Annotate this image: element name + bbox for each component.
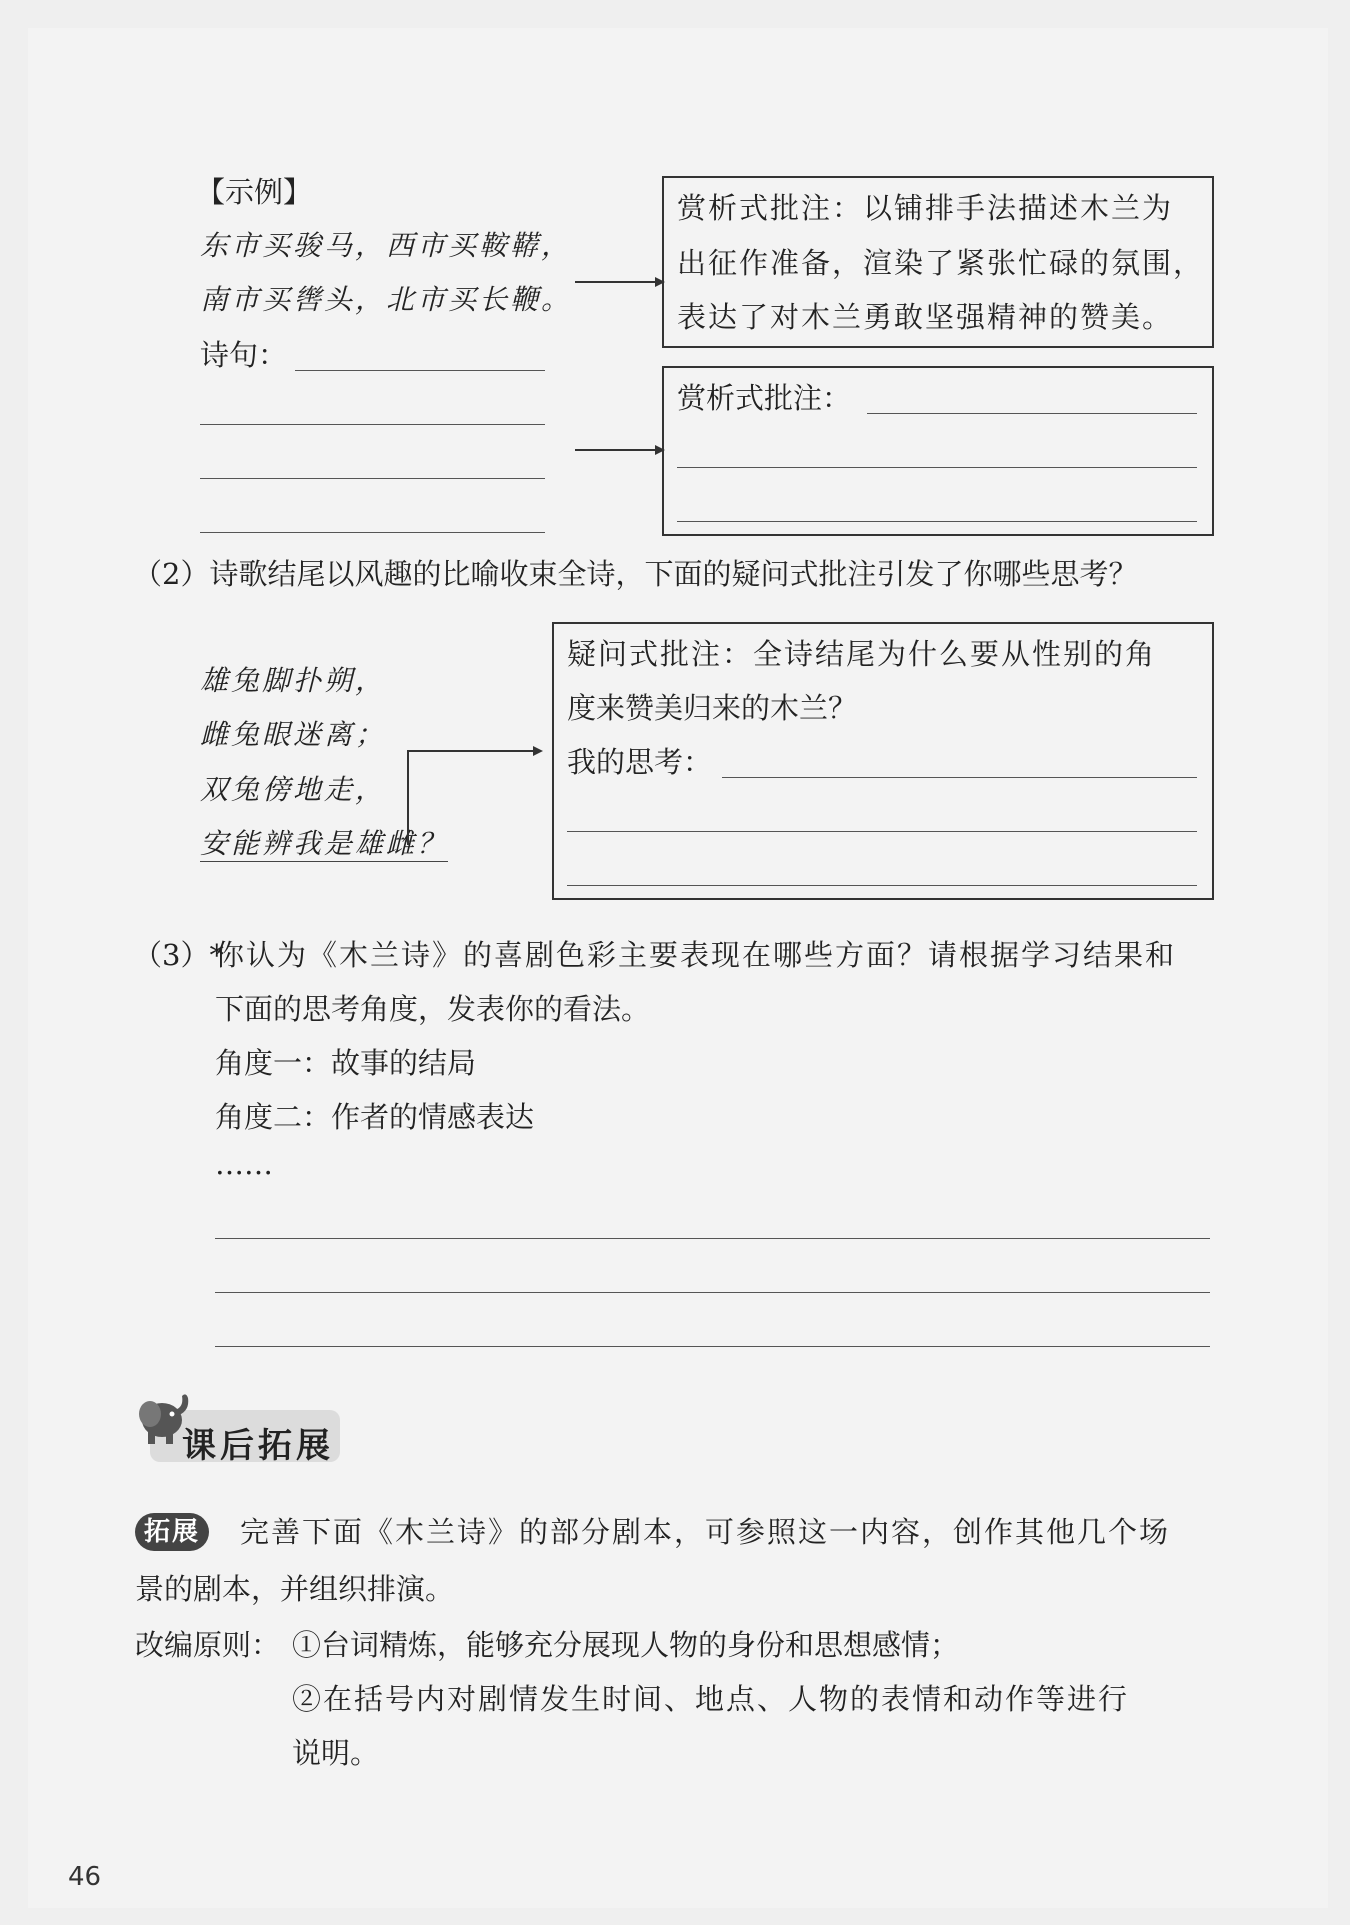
- question-3-number: （3）*: [133, 938, 224, 972]
- question-annotation-line-1: 疑问式批注：全诗结尾为什么要从性别的角: [567, 637, 1157, 671]
- thinking-answer-line[interactable]: [567, 885, 1197, 886]
- verse-answer-line[interactable]: [295, 370, 545, 371]
- my-thinking-label: 我的思考：: [567, 745, 713, 779]
- annotation-example-line-2: 出征作准备，渲染了紧张忙碌的氛围，: [677, 246, 1205, 280]
- verse-label: 诗句：: [200, 338, 288, 372]
- question-2-prompt: （2）诗歌结尾以风趣的比喻收束全诗，下面的疑问式批注引发了你哪些思考？: [133, 557, 1138, 591]
- question-annotation-line-2: 度来赞美归来的木兰？: [567, 691, 858, 725]
- question-3-line-1: 你认为《木兰诗》的喜剧色彩主要表现在哪些方面？请根据学习结果和: [215, 938, 1177, 972]
- principle-label: 改编原则：: [135, 1628, 281, 1662]
- angle-1: 角度一：故事的结局: [215, 1046, 477, 1080]
- task-line-2: 景的剧本，并组织排演。: [135, 1572, 455, 1606]
- arrow-right-icon: [575, 272, 665, 292]
- q3-answer-line[interactable]: [215, 1346, 1210, 1347]
- q2-poem-line-3: 双兔傍地走，: [200, 773, 387, 806]
- annotation-answer-label: 赏析式批注：: [677, 381, 852, 415]
- annotation-example-line-1: 赏析式批注：以铺排手法描述木兰为: [677, 191, 1174, 225]
- verse-answer-line[interactable]: [200, 478, 545, 479]
- question-3-line-2: 下面的思考角度，发表你的看法。: [215, 992, 651, 1026]
- q3-answer-line[interactable]: [215, 1238, 1210, 1239]
- angle-2: 角度二：作者的情感表达: [215, 1100, 535, 1134]
- annotation-answer-line[interactable]: [677, 521, 1197, 522]
- principle-2-line-1: ②在括号内对剧情发生时间、地点、人物的表情和动作等进行: [292, 1682, 1130, 1716]
- example-poem-line-1: 东市买骏马，西市买鞍鞯，: [200, 229, 573, 262]
- annotation-answer-line[interactable]: [867, 413, 1197, 414]
- task-line-1: 完善下面《木兰诗》的部分剧本，可参照这一内容，创作其他几个场: [240, 1515, 1171, 1549]
- q2-poem-line-4: 安能辨我是雄雌？: [200, 827, 449, 860]
- arrow-right-icon: [575, 440, 665, 460]
- annotation-answer-line[interactable]: [677, 467, 1197, 468]
- annotation-example-line-3: 表达了对木兰勇敢坚强精神的赞美。: [677, 300, 1174, 334]
- q2-poem-line-1: 雄兔脚扑朔，: [200, 664, 387, 697]
- page-number: 46: [68, 1862, 102, 1892]
- q3-answer-line[interactable]: [215, 1292, 1210, 1293]
- thinking-answer-line[interactable]: [567, 831, 1197, 832]
- example-label: 【示例】: [196, 175, 313, 209]
- extension-badge: 拓展: [135, 1513, 209, 1551]
- q2-poem-line-2: 雌兔眼迷离；: [200, 718, 387, 751]
- verse-answer-line[interactable]: [200, 532, 545, 533]
- principle-2-line-2: 说明。: [292, 1736, 380, 1770]
- principle-1: ①台词精炼，能够充分展现人物的身份和思想感情；: [292, 1628, 960, 1662]
- arrow-elbow-icon: [400, 740, 545, 850]
- example-poem-line-2: 南市买辔头，北市买长鞭。: [200, 283, 573, 316]
- section-title: 课后拓展: [182, 1426, 334, 1466]
- thinking-answer-line[interactable]: [722, 777, 1197, 778]
- verse-answer-line[interactable]: [200, 424, 545, 425]
- ellipsis: ……: [215, 1147, 273, 1181]
